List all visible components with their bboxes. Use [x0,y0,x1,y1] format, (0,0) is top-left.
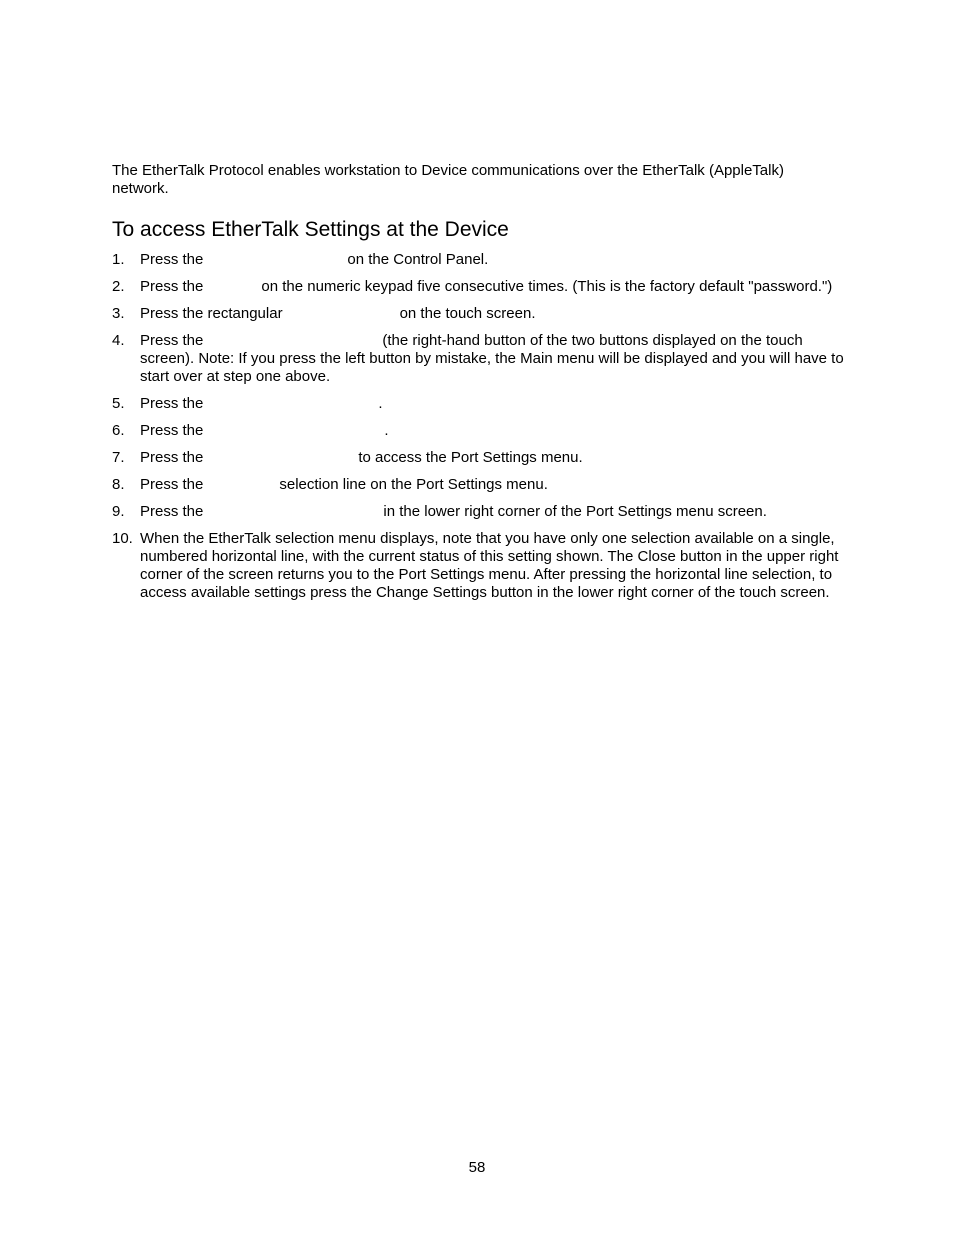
step-number: 1. [112,251,125,268]
step-text-before: Press the [140,422,204,439]
step-text-after: selection line on the Port Settings menu. [279,476,548,493]
step-text-before: Press the [140,395,204,412]
step-text-before: Press the rectangular [140,305,283,322]
list-item [112,422,847,440]
step-text-after: . [384,422,389,439]
list-item [112,305,847,323]
step-text-before: Press the [140,503,204,520]
list-item [112,503,847,521]
step-text-before: Press the [140,278,204,295]
page-number: 58 [468,1159,486,1176]
list-item [112,395,847,413]
step-number: 8. [112,476,125,493]
step-number: 6. [112,422,125,439]
step-text-before: Press the [140,251,204,268]
step-text-after: (the right-hand button of the two buttons displayed on the touch screen). Note: If you press the left button by mistake, the Main menu will be displayed and you will have to start over at step one above. [140,332,844,385]
step-number: 7. [112,449,125,466]
step-text-after: on the touch screen. [399,305,536,322]
list-item [112,278,847,296]
steps-list [112,251,847,611]
step-number: 3. [112,305,125,322]
step-text-before: Press the [140,476,204,493]
step-text-after: to access the Port Settings menu. [358,449,583,466]
step-text-before: Press the [140,449,204,466]
step-text-before: When the EtherTalk selection menu displays, note that you have only one selection available on a single, numbered horizontal line, with the current status of this setting shown. The Close button in the upper right corner of the screen returns you to the Port Settings menu. After pressing the horizontal line selection, to access available settings press the Change Settings button in the lower right corner of the touch screen. [140,530,839,601]
step-text-after: on the Control Panel. [347,251,489,268]
list-item [112,449,847,467]
step-number: 9. [112,503,125,520]
step-number: 5. [112,395,125,412]
list-item [112,530,847,602]
step-text-after: on the numeric keypad five consecutive times. (This is the factory default "password.") [261,278,833,295]
list-item [112,251,847,269]
step-text-after: . [378,395,383,412]
step-number: 4. [112,332,125,349]
step-text-before: Press the [140,332,204,349]
list-item [112,332,847,386]
step-text-after: in the lower right corner of the Port Settings menu screen. [383,503,767,520]
section-heading: To access EtherTalk Settings at the Device [112,218,509,241]
intro-paragraph: The EtherTalk Protocol enables workstation to Device communications over the EtherTalk (AppleTalk) network. [112,162,784,197]
list-item [112,476,847,494]
step-number: 10. [112,530,133,547]
step-number: 2. [112,278,125,295]
